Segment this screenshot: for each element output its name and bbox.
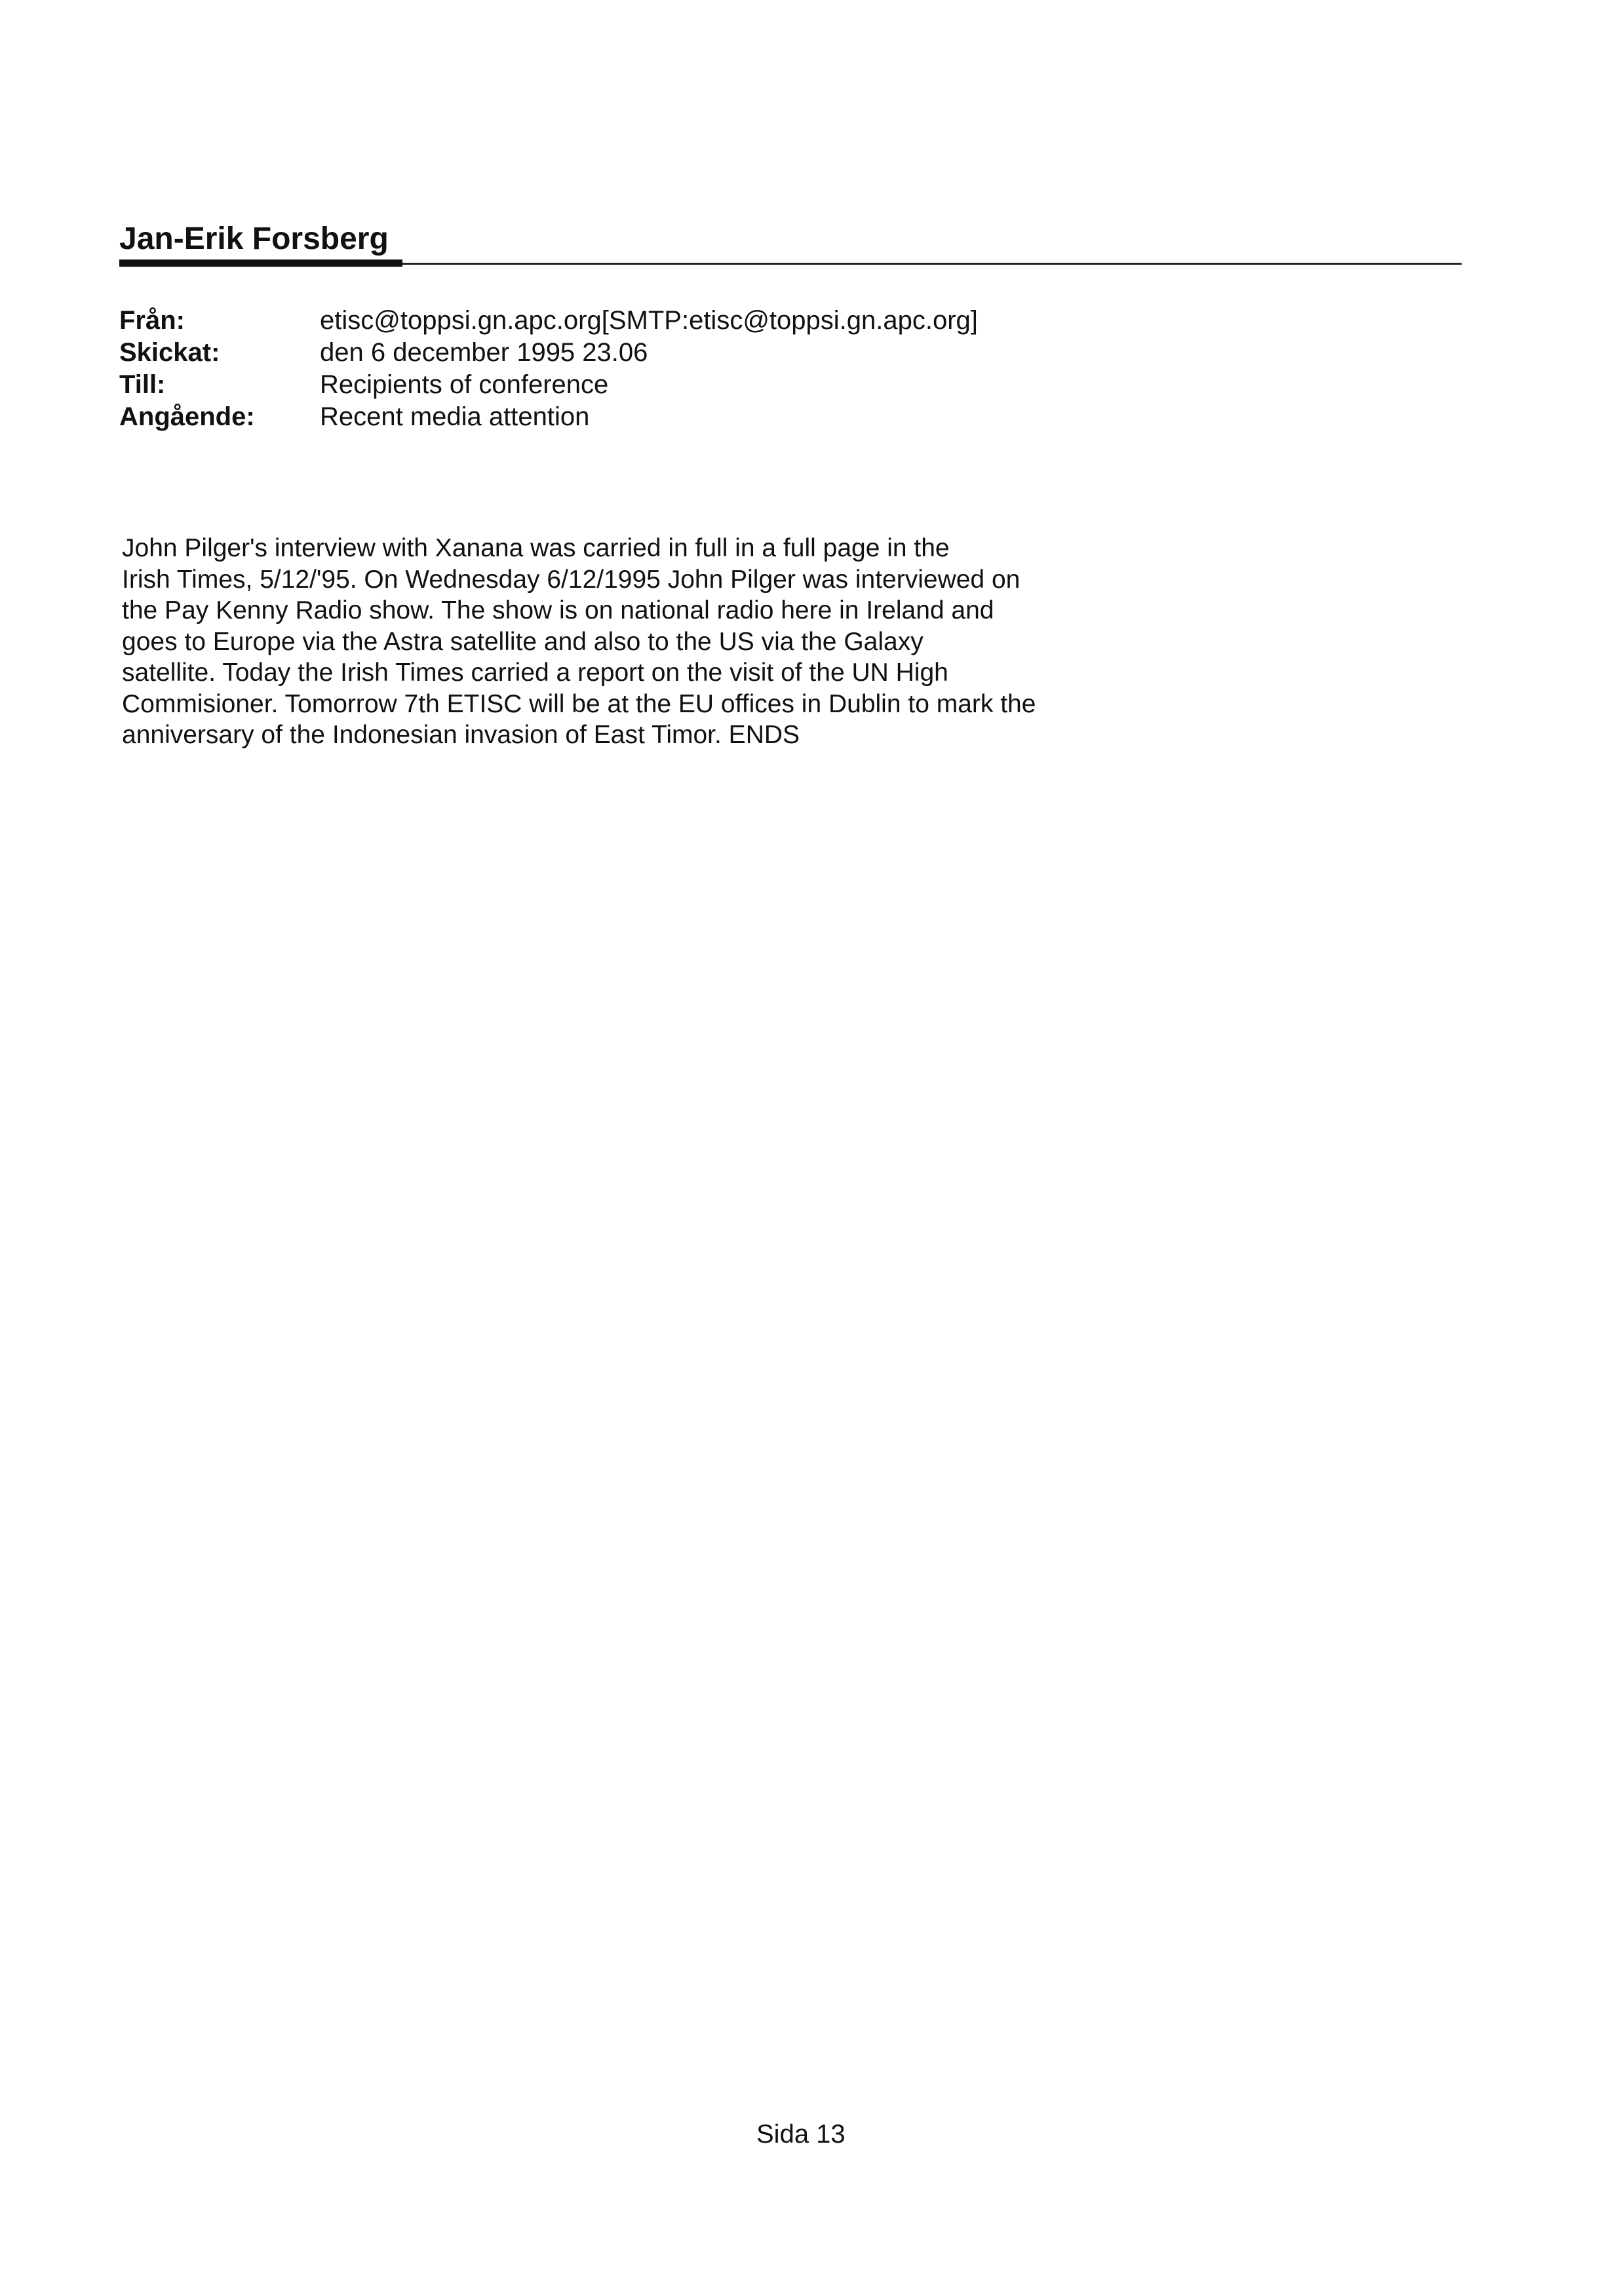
header-rule-thick: [119, 259, 402, 267]
sent-value: den 6 december 1995 23.06: [320, 338, 648, 367]
page-number: Sida 13: [756, 2120, 846, 2149]
mailbox-owner-header: [119, 220, 1462, 267]
mailbox-owner-name: Jan-Erik Forsberg: [119, 221, 389, 256]
body-line: goes to Europe via the Astra satellite and also to the US via the Galaxy: [122, 627, 924, 656]
body-line: the Pay Kenny Radio show. The show is on national radio here in Ireland and: [122, 596, 994, 624]
to-label: Till:: [119, 370, 166, 399]
subject-value: Recent media attention: [320, 402, 590, 431]
body-line: anniversary of the Indonesian invasion of East Timor. ENDS: [122, 721, 800, 749]
body-line: satellite. Today the Irish Times carried a report on the visit of the UN High: [122, 659, 948, 687]
message-body: [122, 533, 1210, 751]
from-value: etisc@toppsi.gn.apc.org[SMTP:etisc@toppsi.gn.apc.org]: [320, 306, 978, 335]
header-rule-thin: [402, 263, 1462, 265]
body-line: Commisioner. Tomorrow 7th ETISC will be at the EU offices in Dublin to mark the: [122, 689, 1036, 718]
body-line: Irish Times, 5/12/'95. On Wednesday 6/12/1995 John Pilger was interviewed on: [122, 565, 1021, 594]
body-line: John Pilger's interview with Xanana was carried in full in a full page in the: [122, 534, 950, 562]
to-value: Recipients of conference: [320, 370, 609, 399]
from-label: Från:: [119, 306, 185, 335]
sent-label: Skickat:: [119, 338, 220, 367]
subject-label: Angående:: [119, 402, 255, 431]
